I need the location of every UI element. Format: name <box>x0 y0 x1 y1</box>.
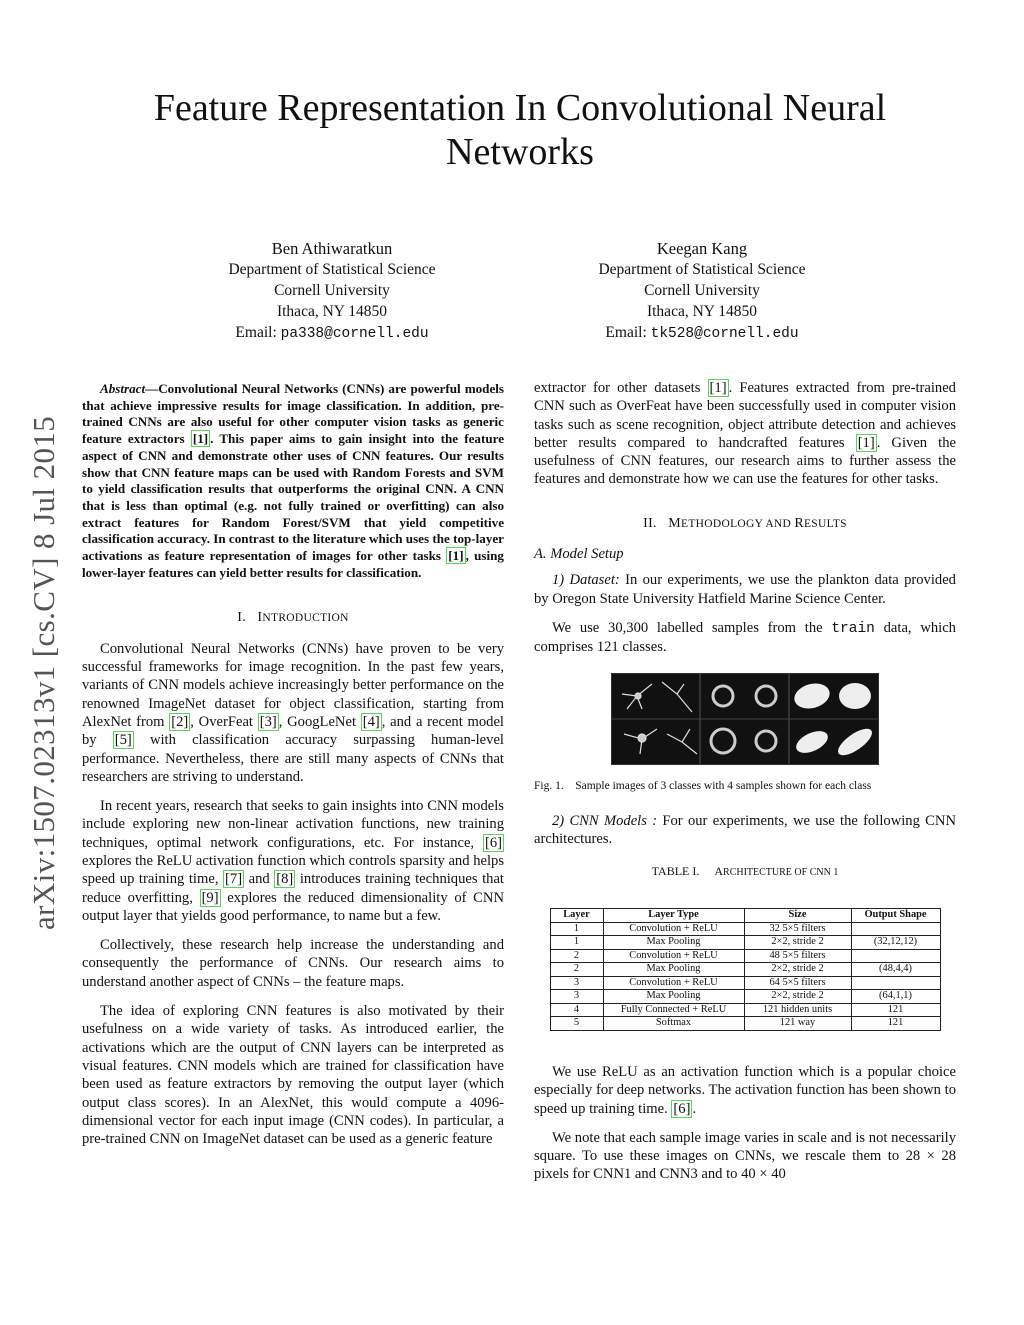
arxiv-side-label: arXiv:1507.02313v1 [cs.CV] 8 Jul 2015 <box>26 415 61 930</box>
abstract-label: Abstract <box>100 381 146 396</box>
citation-link[interactable]: [7] <box>225 871 243 888</box>
table-cell: (48,4,4) <box>851 963 940 977</box>
table-row <box>550 949 940 963</box>
author-univ: Cornell University <box>274 282 390 299</box>
sample-images-figure <box>611 673 879 765</box>
table-cell: 2×2, stride 2 <box>744 936 851 950</box>
section-cap: I <box>257 610 263 626</box>
table-header-row <box>550 909 940 923</box>
abstract-dash: — <box>145 381 159 396</box>
intro-paragraph-4: The idea of exploring CNN features is also motivated by their usefulness on a wide variety of tasks. As introduced earlier, the activations which are the output of CNN layers can be interpreted as visual features. CNN models which are trained for classification have been used as feature extractors by removing the output layer (which output class scores). In an AlexNet, this would compute a 4096-dimensional vector for each input image (CNN codes). In particular, a pre-trained CNN on ImageNet dataset can be used as a generic feature <box>82 1003 504 1148</box>
table-header: Output Shape <box>851 909 940 923</box>
table-cell: Convolution + ReLU <box>603 949 744 963</box>
table-header: Layer <box>550 909 603 923</box>
table-row <box>550 963 940 977</box>
table-row <box>550 936 940 950</box>
table-cell: Convolution + ReLU <box>603 976 744 990</box>
author-city: Ithaca, NY 14850 <box>276 303 388 320</box>
author-name: Keegan Kang <box>656 239 748 258</box>
email-label: Email: <box>605 324 651 341</box>
table-cell <box>851 976 940 990</box>
table-row <box>550 990 940 1004</box>
citation-link[interactable]: [1] <box>857 434 875 451</box>
paragraph-heading: 2) CNN Models : <box>552 812 658 829</box>
author-email-line <box>542 322 862 345</box>
text: introduces training techniques that reduce overfitting, <box>82 871 504 906</box>
table-title-rest: RCHITECTURE OF CNN 1 <box>723 867 839 879</box>
table-cell: 1 <box>550 922 603 936</box>
table-cell: 121 <box>851 1003 940 1017</box>
citation-link[interactable]: [2] <box>171 713 189 730</box>
author-univ: Cornell University <box>644 282 760 299</box>
table-cell <box>851 922 940 936</box>
section-number: I. <box>237 610 247 626</box>
table-cell: 1 <box>550 936 603 950</box>
text: In recent years, research that seeks to gain insights into CNN models include exploring new non-linear activation functions, new training techniques, optimal network configurations, etc. For instance, <box>82 798 504 851</box>
text: . Given the usefulness of CNN features, our research aims to further assess the features and demonstrate how we can use the features for other tasks. <box>534 434 956 488</box>
author-block-2 <box>542 238 862 345</box>
table-header: Layer Type <box>603 909 744 923</box>
samples-paragraph <box>534 619 956 657</box>
text: We use ReLU as an activation function which is a popular choice especially for deep networks. The activation function has been shown to speed up training time. <box>534 1063 956 1117</box>
relu-paragraph <box>534 1063 956 1118</box>
table-title-cap: A <box>714 864 724 879</box>
section-number: II. <box>643 515 657 531</box>
author-email-line <box>172 322 492 345</box>
table-cell: Softmax <box>603 1017 744 1031</box>
section-rest: ESULTS <box>803 517 847 530</box>
table-cell: 2 <box>550 963 603 977</box>
text: extractor for other datasets <box>534 380 708 396</box>
section-heading-introduction <box>82 609 504 627</box>
section-rest: ETHODOLOGY AND <box>681 517 795 530</box>
author-email[interactable]: tk528@cornell.edu <box>650 326 799 342</box>
citation-link[interactable]: [5] <box>114 732 132 749</box>
abstract-text: Convolutional Neural Networks (CNNs) are powerful models that achieve impressive results for image classification. In addition, pre-trained CNNs are also useful for other computer vision tasks as generic feature extractors <box>82 381 504 447</box>
table-cell: Max Pooling <box>603 963 744 977</box>
abstract <box>82 381 504 581</box>
citation-link[interactable]: [1] <box>192 431 209 447</box>
table-cell: 2 <box>550 949 603 963</box>
table-cell: (64,1,1) <box>851 990 940 1004</box>
text: , and a recent model by <box>82 713 504 749</box>
citation-link[interactable]: [6] <box>484 834 502 851</box>
table-cell: 64 5×5 filters <box>744 976 851 990</box>
abstract-text: . This paper aims to gain insight into the feature aspect of CNN and demonstrate other uses of CNN features. Our results show that CNN feature maps can be used with Random Forests and SVM to yield classification results that outperforms the original CNN. A CNN that is less than optimal (e.g. not fully trained or overfitting) can also extract features for Random Forest/SVM that yield competitive classification accuracy. In contrast to the literature which uses the top-layer activations as feature representation of images for other tasks <box>82 431 505 564</box>
table-row <box>550 1003 940 1017</box>
table-cell: Fully Connected + ReLU <box>603 1003 744 1017</box>
table-row <box>550 922 940 936</box>
table-cell: 3 <box>550 976 603 990</box>
author-city: Ithaca, NY 14850 <box>646 303 758 320</box>
section-cap: M <box>668 515 681 531</box>
email-label: Email: <box>235 324 281 341</box>
citation-link[interactable]: [4] <box>362 713 380 730</box>
paragraph-heading: 1) Dataset: <box>552 572 620 589</box>
author-dept: Department of Statistical Science <box>598 261 806 278</box>
table-cell: 2×2, stride 2 <box>744 963 851 977</box>
table-cell: Convolution + ReLU <box>603 922 744 936</box>
subsection-heading-model-setup: A. Model Setup <box>534 546 624 563</box>
table-cell: 4 <box>550 1003 603 1017</box>
table-cell: 121 <box>851 1017 940 1031</box>
text: explores the ReLU activation function which controls sparsity and helps speed up training time, <box>82 853 504 888</box>
citation-link[interactable]: [1] <box>709 380 727 396</box>
intro-paragraph-1 <box>82 640 504 786</box>
dataset-paragraph <box>534 571 956 608</box>
caption-text: Sample images of 3 classes with 4 samples shown for each class <box>575 779 872 792</box>
figure-1 <box>534 673 956 765</box>
text: . <box>692 1100 697 1117</box>
paper-title: Feature Representation In Convolutional Neural Networks <box>153 87 887 173</box>
right-column <box>534 379 956 1195</box>
table-cell: Max Pooling <box>603 990 744 1004</box>
table-label: TABLE I. <box>651 864 700 879</box>
table-header: Size <box>744 909 851 923</box>
author-block-1 <box>172 238 492 345</box>
text: and <box>244 871 275 888</box>
section-heading-methodology <box>534 515 956 533</box>
abstract-text: , using lower-layer features can yield better results for classification. <box>82 548 504 580</box>
table-cell: 32 5×5 filters <box>744 922 851 936</box>
table-cell: 2×2, stride 2 <box>744 990 851 1004</box>
text: In our experiments, we use the plankton data provided by Oregon State University Hatfield Marine Science Center. <box>534 572 956 607</box>
text: Convolutional Neural Networks (CNNs) have proven to be very successful frameworks for image recognition. In the past few years, variants of CNN models achieve increasingly better performance on the renowned ImageNet dataset for object classification, starting from AlexNet from <box>82 640 504 730</box>
table-cell: Max Pooling <box>603 936 744 950</box>
citation-link[interactable]: [9] <box>201 889 219 906</box>
table-cell: 5 <box>550 1017 603 1031</box>
intro-paragraph-3: Collectively, these research help increase the understanding and consequently the performance of CNNs. Our research aims to understand another aspect of CNNs – the feature maps. <box>82 937 504 990</box>
figure-label: Fig. 1. <box>534 779 564 792</box>
table-cell: 121 hidden units <box>744 1003 851 1017</box>
table-row <box>550 1017 940 1031</box>
architecture-table <box>550 908 941 1031</box>
table-cell: 3 <box>550 990 603 1004</box>
text: with classification accuracy surpassing human-level performance. Nevertheless, there are still many aspects of CNNs that researchers are striving to understand. <box>82 732 504 785</box>
section-cap: R <box>794 515 804 531</box>
text: explores the reduced dimensionality of CNN output layer that yields good performance, to name but a few. <box>82 889 504 924</box>
table-caption <box>534 862 956 882</box>
author-name: Ben Athiwaratkun <box>271 239 393 258</box>
text: , OverFeat <box>190 713 258 730</box>
text: data, which comprises 121 classes. <box>534 619 956 656</box>
table-cell: (32,12,12) <box>851 936 940 950</box>
rescale-paragraph: We note that each sample image varies in scale and is not necessarily square. To use these images on CNNs, we rescale them to 28 × 28 pixels for CNN1 and CNN3 and to 40 × 40 <box>534 1129 956 1183</box>
table-cell: 121 way <box>744 1017 851 1031</box>
text: , GoogLeNet <box>278 713 361 730</box>
citation-link[interactable]: [1] <box>448 548 464 564</box>
left-column <box>82 381 504 1159</box>
code-text: train <box>831 620 875 637</box>
figure-caption <box>534 779 956 794</box>
right-paragraph-0 <box>534 379 956 489</box>
table-cell: 48 5×5 filters <box>744 949 851 963</box>
author-dept: Department of Statistical Science <box>228 261 436 278</box>
section-rest: NTRODUCTION <box>262 612 349 625</box>
text: We use 30,300 labelled samples from the <box>552 619 832 636</box>
table-cell <box>851 949 940 963</box>
text: For our experiments, we use the following CNN architectures. <box>534 812 956 847</box>
models-paragraph <box>534 812 956 849</box>
table-row <box>550 976 940 990</box>
intro-paragraph-2 <box>82 797 504 925</box>
citation-link[interactable]: [3] <box>259 713 277 730</box>
citation-link[interactable]: [6] <box>673 1100 691 1117</box>
text: . Features extracted from pre-trained CNN such as OverFeat have been successfully used in computer vision tasks such as scene recognition, object attribute detection and achieves better results compared to handcrafted features <box>534 380 956 451</box>
citation-link[interactable]: [8] <box>276 871 294 888</box>
author-email[interactable]: pa338@cornell.edu <box>280 326 429 342</box>
